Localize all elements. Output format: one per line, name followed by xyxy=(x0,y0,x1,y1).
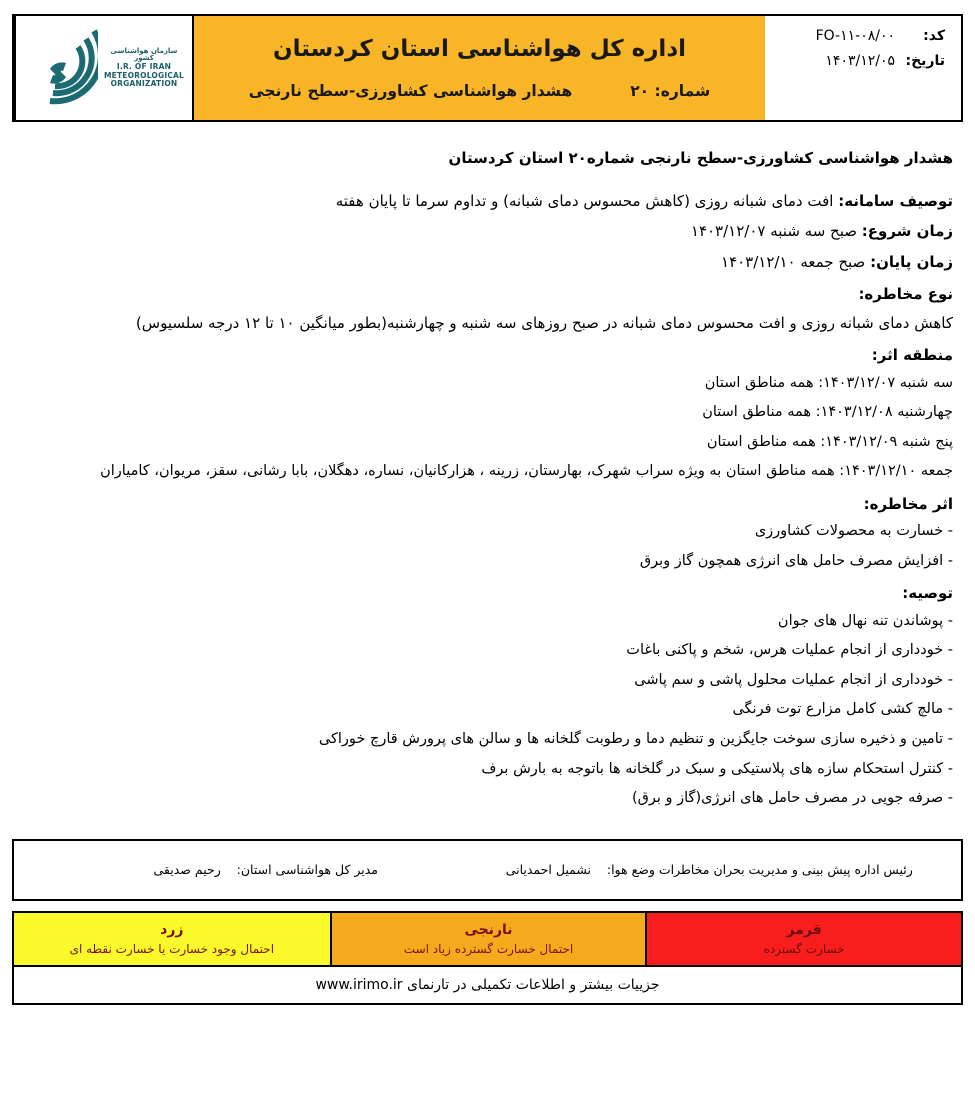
code-row xyxy=(775,28,945,44)
hazard-type-value: کاهش دمای شبانه روزی و افت محسوس دمای شبانه در صبح روزهای سه شنبه و چهارشنبه(بطور میانگین ۱۰ تا ۱۲ درجه سلسیوس) xyxy=(135,313,953,332)
start-time-label: زمان شروع: xyxy=(861,222,953,240)
legend-red-name: قرمز xyxy=(786,921,822,938)
warning-level-title: هشدار هواشناسی کشاورزی-سطح نارنجی xyxy=(248,82,573,100)
legend-yellow-name: زرد xyxy=(160,921,184,938)
signature-box xyxy=(12,839,963,901)
legend-orange-desc: احتمال خسارت گسترده زیاد است xyxy=(403,941,574,956)
recommendation-item: - خودداری از انجام عملیات محلول پاشی و سم پاشی xyxy=(634,671,953,688)
hazard-effect-item: - خسارت به محصولات کشاورزی xyxy=(754,523,953,540)
header-meta-block xyxy=(765,16,961,120)
end-time-value: صبح جمعه ۱۴۰۳/۱۲/۱۰ xyxy=(721,252,866,271)
warning-number-value: ۲۰ xyxy=(630,82,650,100)
hazard-effect-label: اثر مخاطره: xyxy=(863,494,953,513)
logo-line-fa: سازمان هواشناسی کشور xyxy=(110,46,178,63)
hazard-effect-item: - افزایش مصرف حامل های انرژی همچون گاز وبرق xyxy=(639,552,953,569)
start-time-value: صبح سه شنبه ۱۴۰۳/۱۲/۰۷ xyxy=(690,222,857,240)
irimo-spiral-icon xyxy=(20,25,98,111)
legend-orange-name: نارنجی xyxy=(464,921,513,938)
irimo-website-link[interactable]: www.irimo.ir xyxy=(315,976,403,993)
date-row xyxy=(775,53,945,69)
impact-area-item: چهارشنبه ۱۴۰۳/۱۲/۰۸: همه مناطق استان xyxy=(702,404,953,421)
code-label: کد: xyxy=(923,28,945,44)
footer-url-bar xyxy=(12,967,963,1005)
document-body xyxy=(0,122,975,813)
recommendation-label: توصیه: xyxy=(902,584,953,603)
warning-number-group xyxy=(630,82,710,100)
severity-legend xyxy=(12,911,963,967)
legend-cell-red xyxy=(645,913,961,965)
forecaster-role: رئیس اداره پیش بینی و مدیریت بحران مخاطرات وضع هوا: xyxy=(606,862,913,878)
legend-yellow-desc: احتمال وجود خسارت یا خسارت نقطه ای xyxy=(69,941,275,956)
recommendation-item: - صرفه جویی در مصرف حامل های انرژی(گاز و برق) xyxy=(631,790,953,807)
system-description-line xyxy=(22,187,953,216)
warning-number-label: شماره: xyxy=(654,82,711,100)
organization-title: اداره کل هواشناسی استان کردستان xyxy=(272,36,687,62)
footer-text: جزییات بیشتر و اطلاعات تکمیلی در تارنمای xyxy=(407,976,660,993)
recommendation-item: - خودداری از انجام عملیات هرس، شخم و پاکنی باغات xyxy=(626,642,953,659)
director-role: مدیر کل هواشناسی استان: xyxy=(236,862,378,878)
recommendation-item: - تامین و ذخیره سازی سوخت جایگزین و تنظیم دما و رطوبت گلخانه ها و سالن های پرورش قارچ خوراکی xyxy=(318,730,953,747)
recommendation-item: - پوشاندن تنه نهال های جوان xyxy=(777,612,953,629)
date-value: ۱۴۰۳/۱۲/۰۵ xyxy=(825,53,895,69)
director-name: رحیم صدیقی xyxy=(153,862,221,878)
recommendation-item: - مالچ کشی کامل مزارع توت فرنگی xyxy=(732,701,953,718)
start-time-line xyxy=(22,217,953,246)
system-description-label: توصیف سامانه: xyxy=(838,191,953,210)
logo-text-block xyxy=(100,48,188,89)
impact-area-item: جمعه ۱۴۰۳/۱۲/۱۰: همه مناطق استان به ویژه سراب شهرک، بهارستان، زرینه ، هزارکانیان، نساره، دهگلان، بابا رشانی، سقز، مریوان، کامیاران xyxy=(100,463,953,480)
end-time-line xyxy=(22,248,953,277)
logo-line-meteorological: METEOROLOGICAL xyxy=(103,70,185,80)
director-signature xyxy=(14,862,488,877)
end-time-label: زمان پایان: xyxy=(870,252,953,271)
impact-area-item: سه شنبه ۱۴۰۳/۱۲/۰۷: همه مناطق استان xyxy=(704,374,953,391)
impact-area-item: پنج شنبه ۱۴۰۳/۱۲/۰۹: همه مناطق استان xyxy=(706,433,953,450)
forecaster-name: نشمیل احمدیانی xyxy=(505,862,591,878)
document-heading: هشدار هواشناسی کشاورزی-سطح نارنجی شماره۲۰ استان کردستان xyxy=(448,149,953,167)
code-value: FO-۱۱-۰۸/۰۰ xyxy=(815,28,895,44)
legend-cell-orange xyxy=(330,913,646,965)
logo-line-country: I.R. OF IRAN xyxy=(116,62,172,72)
legend-cell-yellow xyxy=(14,913,330,965)
legend-red-desc: خسارت گسترده xyxy=(763,941,845,956)
system-description-value: افت دمای شبانه روزی (کاهش محسوس دمای شبانه) و تداوم سرما تا پایان هفته xyxy=(335,191,834,210)
document-header xyxy=(12,14,963,122)
logo-cell xyxy=(14,16,192,120)
date-label: تاریخ: xyxy=(905,53,945,69)
header-title-band xyxy=(192,16,765,120)
logo-line-organization: ORGANIZATION xyxy=(110,79,178,89)
warning-subtitle-row xyxy=(249,82,711,100)
recommendation-item: - کنترل استحکام سازه های پلاستیکی و سبک در گلخانه ها باتوجه به بارش برف xyxy=(481,760,953,777)
impact-area-label: منطقه اثر: xyxy=(871,346,953,364)
hazard-type-label: نوع مخاطره: xyxy=(858,285,953,303)
forecaster-signature xyxy=(488,862,962,877)
